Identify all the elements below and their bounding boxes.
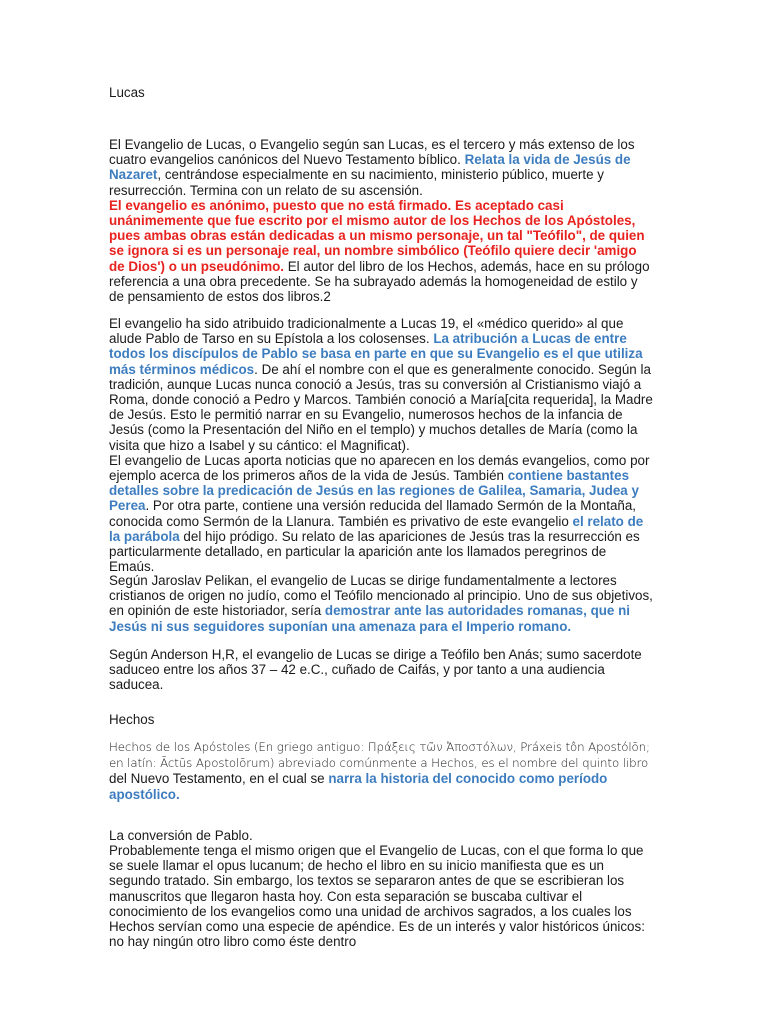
text-run: El autor del libro de los Hechos, además, hace en su prólogo referencia a una obra precedente. Se ha subrayado además la homogeneidad de estilo y de pensamiento de estos dos libros.2 bbox=[109, 258, 650, 305]
hechos-paragraph-1 bbox=[109, 739, 655, 802]
text-run: del Nuevo Testamento, en el cual se bbox=[109, 771, 329, 787]
text-run: El evangelio de Lucas aporta noticias que no aparecen en los demás evangelios, como por ejemplo acerca de los primeros años de la vida de Jesús. También bbox=[109, 452, 650, 484]
text-run: Según Anderson H,R, el evangelio de Lucas se dirige a Teófilo ben Anás; sumo sacerdote saduceo entre los años 37 – 42 e.C., cuñado de Caifás, y por tanto a una audiencia saducea. bbox=[109, 647, 642, 693]
highlight-blue: Relata la vida de Jesús de Nazaret bbox=[109, 152, 631, 183]
highlight-blue: La atribución a Lucas de entre todos los discípulos de Pablo se basa en parte en que su Evangelio es el que utiliza más términos médicos bbox=[109, 331, 643, 377]
highlight-blue: contiene bastantes detalles sobre la predicación de Jesús en las regiones de Galilea, Samaria, Judea y Perea bbox=[109, 468, 639, 514]
highlight-blue: el relato de la parábola bbox=[109, 513, 644, 544]
text-run: . Por otra parte, contiene una versión reducida del llamado Sermón de la Montaña, conocida como Sermón de la Llanura. También es privativo de este evangelio bbox=[109, 498, 637, 529]
text-run: El evangelio ha sido atribuido tradicionalmente a Lucas 19, el «médico querido» al que alude Pablo de Tarso en su Epístola a los colosenses. bbox=[109, 316, 624, 347]
section-heading-conversion: La conversión de Pablo. bbox=[109, 828, 253, 843]
lucas-paragraph-3 bbox=[109, 573, 655, 634]
highlight-red: El evangelio es anónimo, puesto que no está firmado. Es aceptado casi unánimemente que fue escrito por el mismo autor de los Hechos de los Apóstoles, pues ambas obras están dedicadas a un mismo personaje, un tal "Teófilo", de quien se ignora si es un personaje real, un nombre simbólico (Teófilo quiere decir 'amigo de Dios') o un pseudónimo. bbox=[109, 197, 645, 274]
text-run: , centrándose especialmente en su nacimiento, ministerio público, muerte y resurrección. Termina con un relato de su ascensión. bbox=[109, 167, 604, 198]
text-run-light: Hechos de los Apóstoles (En griego antiguo: Πράξεις τῶν Ἀποστόλων, Práxeis tôn Apostólōn; en latín: Āctūs Apostolōrum) abreviado comúnmente a Hechos, es el nombre del quinto libro bbox=[109, 740, 650, 771]
section-heading-lucas: Lucas bbox=[109, 85, 145, 100]
highlight-blue: demostrar ante las autoridades romanas, que ni Jesús ni sus seguidores suponían una amenaza para el Imperio romano. bbox=[109, 603, 630, 634]
highlight-blue: narra la historia del conocido como período apostólico. bbox=[109, 771, 608, 802]
text-run: El Evangelio de Lucas, o Evangelio según san Lucas, es el tercero y más extenso de los cuatro evangelios canónicos del Nuevo Testamento bíblico. bbox=[109, 137, 635, 168]
section-heading-hechos: Hechos bbox=[109, 712, 155, 727]
lucas-paragraph-1 bbox=[109, 137, 655, 304]
lucas-paragraph-2 bbox=[109, 316, 655, 574]
conversion-paragraph-1: Probablemente tenga el mismo origen que el Evangelio de Lucas, con el que forma lo que se suele llamar el opus lucanum; de hecho el libro en su inicio manifiesta que es un segundo tratado. Sin embargo, los textos se separaron antes de que se escribieran los manuscritos que llegaron hasta hoy. Con esta separación se buscaba cultivar el conocimiento de los evangelios como una unidad de archivos sagrados, a los cuales los Hechos servían como una especie de apéndice. Es de un interés y valor históricos únicos: no hay ningún otro libro como éste dentro bbox=[109, 843, 645, 950]
lucas-paragraph-4 bbox=[109, 647, 655, 693]
text-run: . De ahí el nombre con el que es generalmente conocido. Según la tradición, aunque Lucas nunca conoció a Jesús, tras su conversión al Cristianismo viajó a Roma, donde conoció a Pedro y Marcos. También conoció a María[cita requerida], la Madre de Jesús. Esto le permitió narrar en su Evangelio, numerosos hechos de la infancia de Jesús (como la Presentación del Niño en el templo) y muchos detalles de María (como la visita que hizo a Isabel y su cántico: el Magnificat). bbox=[109, 361, 653, 453]
text-run: del hijo pródigo. Su relato de las apariciones de Jesús tras la resurrección es particularmente detallado, en particular la aparición ante los llamados peregrinos de Emaús. bbox=[109, 528, 640, 575]
text-run: Según Jaroslav Pelikan, el evangelio de Lucas se dirige fundamentalmente a lectores cristianos de origen no judío, como el Teófilo mencionado al principio. Uno de sus objetivos, en opinión de este historiador, sería bbox=[109, 573, 653, 619]
